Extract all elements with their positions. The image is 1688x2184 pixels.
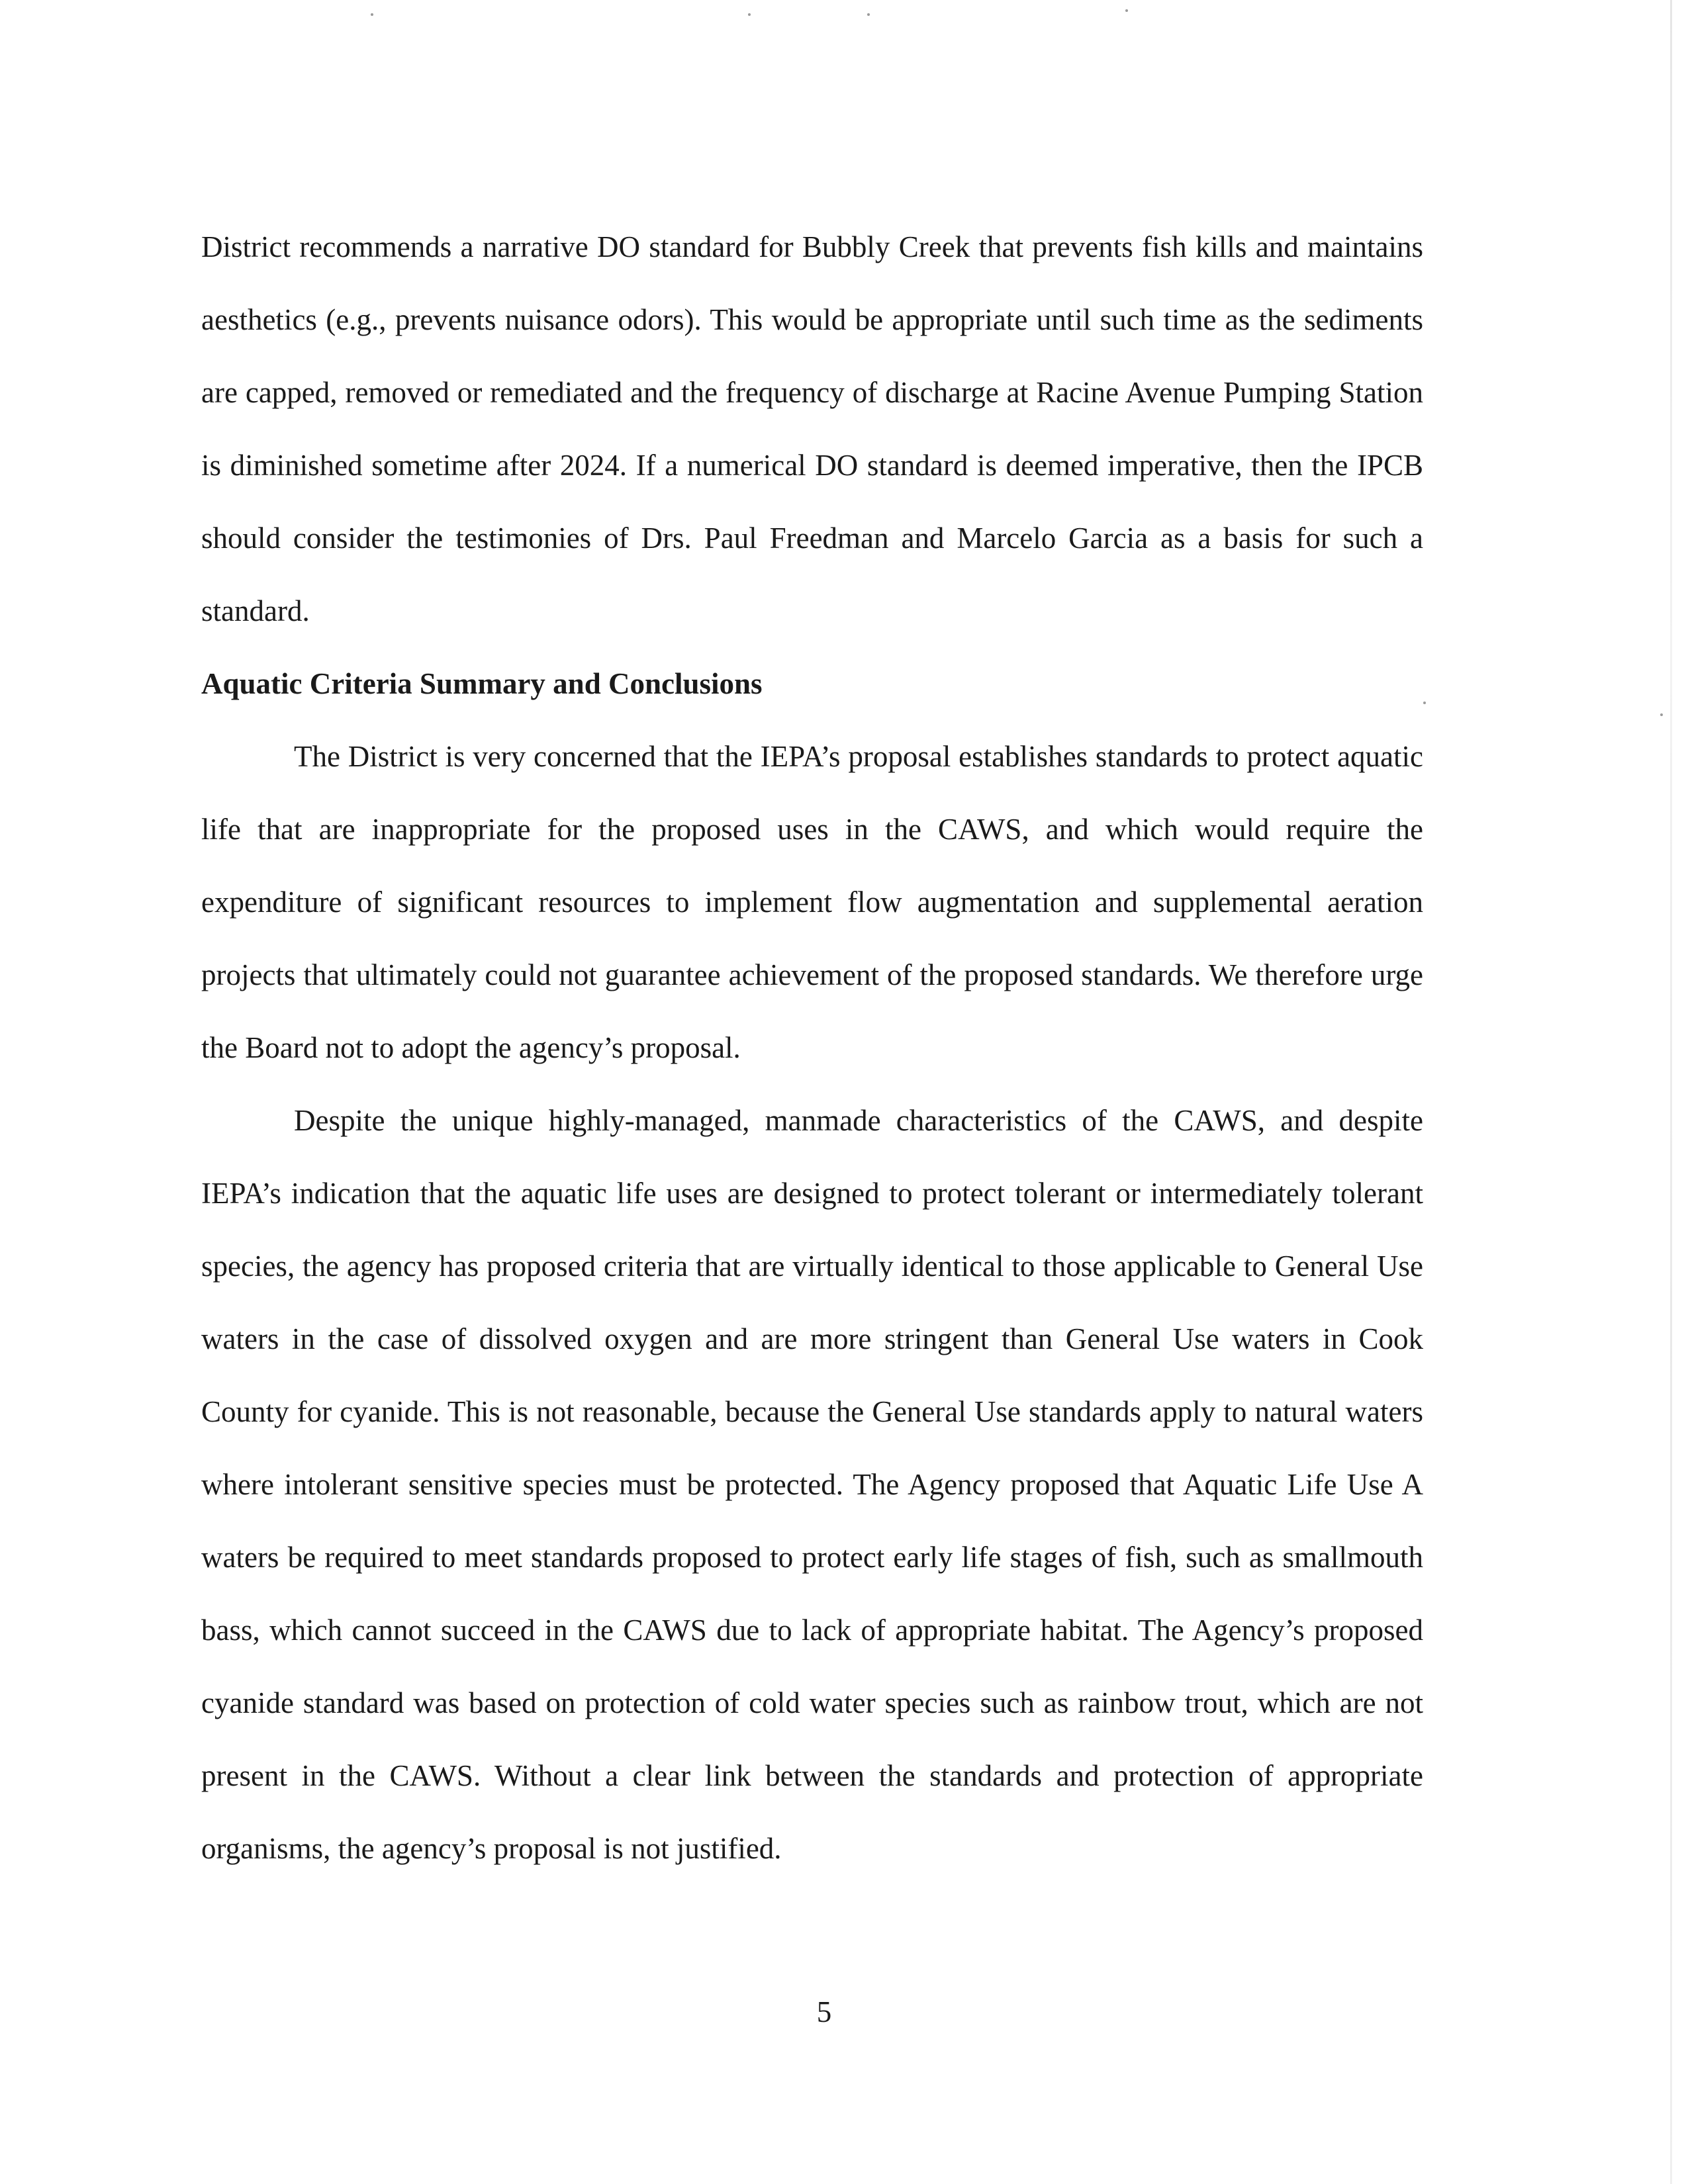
scan-speck (1125, 9, 1128, 12)
paragraph-bubbly-creek: District recommends a narrative DO standard for Bubbly Creek that prevents fish kills and maintains aesthetics (e.g., prevents nuisance odors). This would be appropriate until such time as the sediments are capped, removed or remediated and the frequency of discharge at Racine Avenue Pumping Station is diminished sometime after 2024. If a numerical DO standard is deemed imperative, then the IPCB should consider the testimonies of Drs. Paul Freedman and Marcelo Garcia as a basis for such a standard. (201, 230, 1423, 627)
scan-edge-artifact (1670, 0, 1672, 2184)
paragraph-district-concern: The District is very concerned that the IEPA’s proposal establishes standards to protect aquatic life that are inappropriate for the proposed uses in the CAWS, and which would require the expenditure of significant resources to implement flow augmentation and supplemental aeration projects that ultimately could not guarantee achievement of the proposed standards. We therefore urge the Board not to adopt the agency’s proposal. (201, 740, 1423, 1064)
document-body (201, 210, 1423, 1885)
scan-speck (371, 13, 373, 16)
scan-speck (1423, 702, 1426, 704)
section-heading: Aquatic Criteria Summary and Conclusions (201, 667, 763, 700)
scan-speck (867, 13, 870, 16)
paragraph-caws-criteria: Despite the unique highly-managed, manmade characteristics of the CAWS, and despite IEPA’s indication that the aquatic life uses are designed to protect tolerant or intermediately tolerant species, the agency has proposed criteria that are virtually identical to those applicable to General Use waters in the case of dissolved oxygen and are more stringent than General Use waters in Cook County for cyanide. This is not reasonable, because the General Use standards apply to natural waters where intolerant sensitive species must be protected. The Agency proposed that Aquatic Life Use A waters be required to meet standards proposed to protect early life stages of fish, such as smallmouth bass, which cannot succeed in the CAWS due to lack of appropriate habitat. The Agency’s proposed cyanide standard was based on protection of cold water species such as rainbow trout, which are not present in the CAWS. Without a clear link between the standards and protection of appropriate organisms, the agency’s proposal is not justified. (201, 1104, 1423, 1865)
page-number: 5 (816, 1995, 832, 2028)
scan-speck (748, 13, 751, 16)
scan-speck (1660, 713, 1663, 716)
